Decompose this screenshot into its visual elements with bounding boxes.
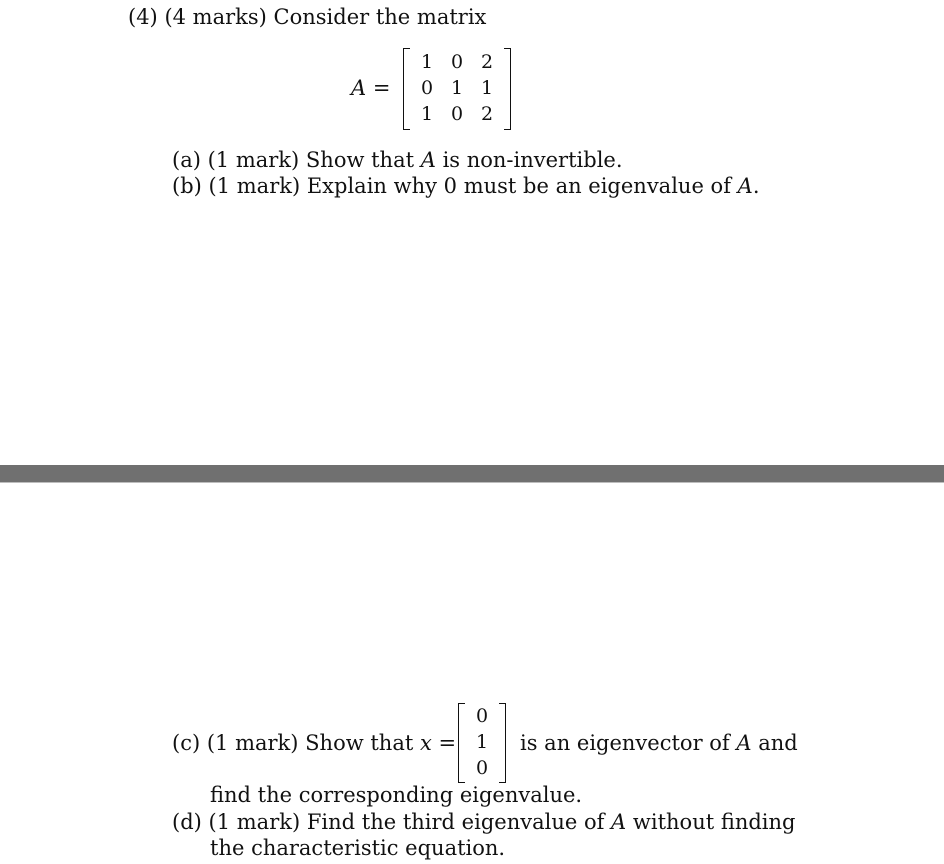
matrix-label: A = xyxy=(351,76,391,100)
matrix-cell: 0 xyxy=(450,103,464,125)
part-c-line1-right xyxy=(520,730,798,756)
matrix-cell: 0 xyxy=(420,77,434,99)
vector-left-bracket xyxy=(458,703,465,783)
part-text: Explain why 0 must be an eigenvalue of xyxy=(306,174,738,198)
part-d-line1 xyxy=(172,809,796,835)
matrix-cell: 2 xyxy=(480,51,494,73)
part-text: Show that xyxy=(305,148,421,172)
matrix-left-bracket xyxy=(403,48,410,130)
part-text: and xyxy=(751,731,798,755)
vector-right-bracket xyxy=(499,703,506,783)
math-var: A xyxy=(737,174,753,198)
matrix-cell: 1 xyxy=(450,77,464,99)
part-marks: (1 mark) xyxy=(208,810,301,834)
matrix-cell: 0 xyxy=(450,51,464,73)
matrix-cell: 1 xyxy=(420,51,434,73)
math-var: A xyxy=(611,810,627,834)
part-text: . xyxy=(752,174,760,198)
question-marks: (4 marks) xyxy=(164,5,267,29)
vector-cell: 1 xyxy=(475,731,489,753)
part-marks: (1 mark) xyxy=(206,731,299,755)
part-label: (d) xyxy=(172,810,202,834)
page-divider-shadow xyxy=(0,482,944,483)
part-c-line1-left xyxy=(172,730,456,756)
part-a xyxy=(172,147,623,173)
question-intro: Consider the matrix xyxy=(273,5,487,29)
matrix-cell: 1 xyxy=(480,77,494,99)
part-label: (b) xyxy=(172,174,202,198)
part-marks: (1 mark) xyxy=(208,174,301,198)
matrix-right-bracket xyxy=(504,48,511,130)
part-label: (a) xyxy=(172,148,201,172)
part-b xyxy=(172,173,760,199)
part-text: is non-invertible. xyxy=(435,148,623,172)
vector-cell: 0 xyxy=(475,757,489,779)
matrix-cell: 2 xyxy=(480,103,494,125)
math-var: A xyxy=(420,148,436,172)
math-var: A xyxy=(736,731,752,755)
part-text: is an eigenvector of xyxy=(520,731,737,755)
part-label: (c) xyxy=(172,731,201,755)
math-var: x xyxy=(419,731,432,755)
equals-sign: = xyxy=(431,731,457,755)
matrix-cell: 1 xyxy=(420,103,434,125)
vector-cell: 0 xyxy=(475,705,489,727)
vector-x xyxy=(458,703,506,783)
part-text: without finding xyxy=(626,810,796,834)
part-text: Find the third eigenvalue of xyxy=(306,810,612,834)
question-number: (4) xyxy=(128,5,158,29)
part-marks: (1 mark) xyxy=(207,148,300,172)
matrix-a xyxy=(403,48,511,130)
question-header xyxy=(128,4,486,30)
part-text: Show that xyxy=(305,731,420,755)
part-d-line2: the characteristic equation. xyxy=(210,836,506,860)
page-divider xyxy=(0,465,944,482)
part-c-line2: find the corresponding eigenvalue. xyxy=(210,783,583,807)
